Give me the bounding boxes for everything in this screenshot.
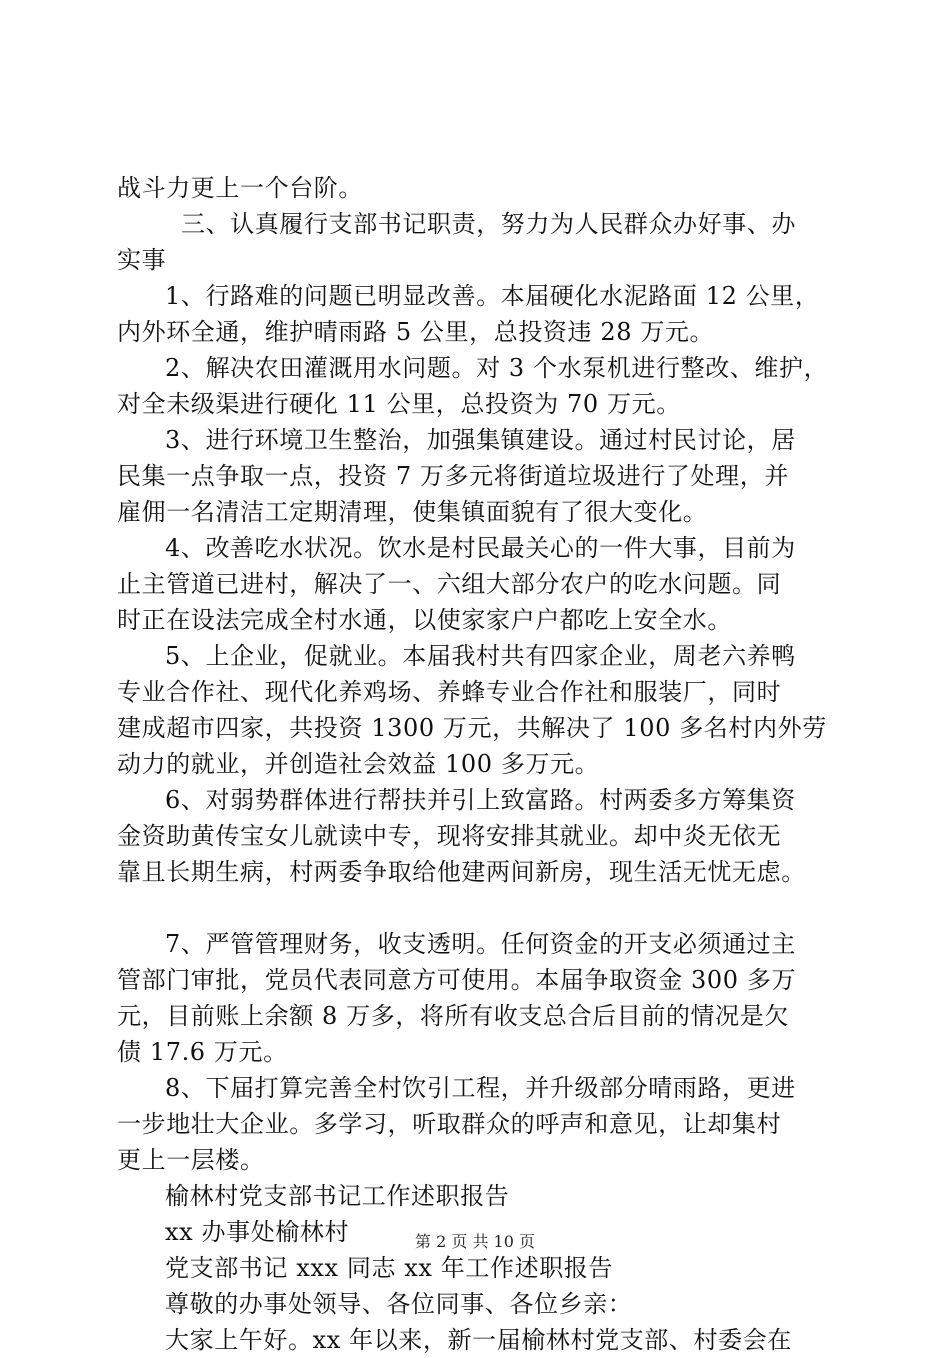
paragraph-line: 1、行路难的问题已明显改善。本届硬化水泥路面 12 公里， [165, 282, 820, 310]
paragraph-line: 管部门审批，党员代表同意方可使用。本届争取资金 300 多万 [117, 966, 797, 994]
report-subtitle-line: 党支部书记 xxx 同志 xx 年工作述职报告 [165, 1254, 613, 1282]
paragraph-line: 内外环全通，维护晴雨路 5 公里，总投资违 28 万元。 [117, 318, 715, 346]
paragraph-line: 6、对弱势群体进行帮扶并引上致富路。村两委多方筹集资 [165, 786, 796, 814]
paragraph-line: 建成超市四家，共投资 1300 万元，共解决了 100 多名村内外劳 [117, 714, 827, 742]
paragraph-line: 一步地壮大企业。多学习，听取群众的呼声和意见，让却集村 [117, 1110, 782, 1138]
paragraph-line: 8、下届打算完善全村饮引工程，并升级部分晴雨路，更进 [165, 1074, 796, 1102]
paragraph-line: 时正在设法完成全村水通，以使家家户户都吃上安全水。 [117, 606, 732, 634]
paragraph-line: 债 17.6 万元。 [117, 1038, 288, 1066]
report-title-line: 榆林村党支部书记工作述职报告 [165, 1182, 510, 1210]
document-body [117, 170, 847, 1358]
paragraph-line: 民集一点争取一点，投资 7 万多元将街道垃圾进行了处理，并 [117, 462, 789, 490]
paragraph-line: 止主管道已进村，解决了一、六组大部分农户的吃水问题。同 [117, 570, 782, 598]
paragraph-line: 动力的就业，并创造社会效益 100 多万元。 [117, 750, 600, 778]
paragraph-line: 金资助黄传宝女儿就读中专，现将安排其就业。却中炎无依无 [117, 822, 782, 850]
salutation-line: 尊敬的办事处领导、各位同事、各位乡亲： [165, 1290, 633, 1318]
section-heading-line: 三、认真履行支部书记职责，努力为人民群众办好事、办 [181, 210, 796, 238]
blank-line [117, 890, 847, 926]
paragraph-line: 2、解决农田灌溉用水问题。对 3 个水泵机进行整改、维护， [165, 354, 829, 382]
paragraph-line: 元，目前账上余额 8 万多，将所有收支总合后目前的情况是欠 [117, 1002, 789, 1030]
paragraph-line: 更上一层楼。 [117, 1146, 265, 1174]
paragraph-line: 对全未级渠进行硬化 11 公里，总投资为 70 万元。 [117, 390, 681, 418]
section-heading-line: 实事 [117, 246, 167, 274]
paragraph-line: 4、改善吃水状况。饮水是村民最关心的一件大事，目前为 [165, 534, 796, 562]
paragraph-line: 大家上午好。xx 年以来，新一届榆林村党支部、村委会在 [165, 1326, 792, 1354]
report-subtitle-line: xx 办事处榆林村 [165, 1218, 350, 1246]
page-number-footer: 第 2 页 共 10 页 [415, 1232, 535, 1251]
paragraph-line: 7、严管管理财务，收支透明。任何资金的开支必须通过主 [165, 930, 796, 958]
paragraph-line: 专业合作社、现代化养鸡场、养蜂专业合作社和服装厂，同时 [117, 678, 782, 706]
paragraph-line: 雇佣一名清洁工定期清理，使集镇面貌有了很大变化。 [117, 498, 708, 526]
paragraph-line: 5、上企业，促就业。本届我村共有四家企业，周老六养鸭 [165, 642, 796, 670]
paragraph-line: 战斗力更上一个台阶。 [117, 174, 363, 202]
paragraph-line: 3、进行环境卫生整治，加强集镇建设。通过村民讨论，居 [165, 426, 796, 454]
paragraph-line: 靠且长期生病，村两委争取给他建两间新房，现生活无忧无虑。 [117, 858, 806, 886]
